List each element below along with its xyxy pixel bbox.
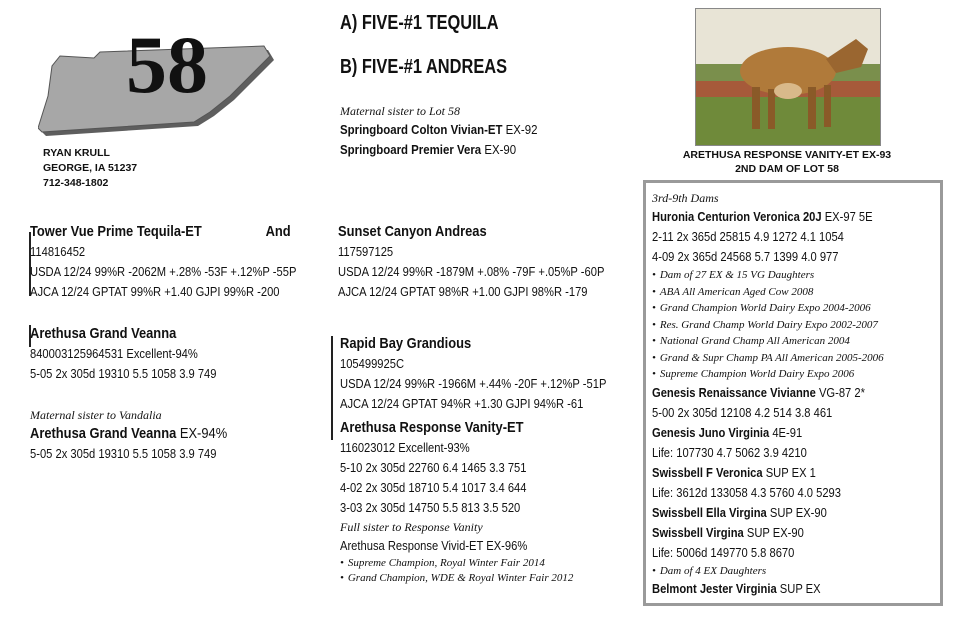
second-dam-id-score: 116023012 Excellent-93% bbox=[340, 440, 470, 455]
second-dam-record-2: 4-02 2x 305d 18710 5.4 1017 3.4 644 bbox=[340, 480, 527, 495]
genesis-juno-name-row: Genesis Juno Virginia 4E-91 bbox=[652, 424, 803, 440]
cow-photo bbox=[695, 8, 881, 146]
second-dam-block bbox=[340, 418, 573, 586]
vandalia-note: Maternal sister to Vandalia bbox=[30, 408, 162, 422]
honor-item: • Res. Grand Champ World Dairy Expo 2002-2007 bbox=[652, 318, 878, 331]
honor-item: • Dam of 4 EX Daughters bbox=[652, 564, 767, 577]
sire-connector: And bbox=[265, 223, 291, 240]
genesis-juno-record: Life: 107730 4.7 5062 3.9 4210 bbox=[652, 444, 807, 460]
swissbell-veronica-record: Life: 3612d 133058 4.3 5760 4.0 5293 bbox=[652, 484, 841, 500]
owner-block bbox=[43, 146, 137, 191]
honor-item: • Supreme Champion, Royal Winter Fair 2014 bbox=[340, 557, 545, 569]
swissbell-virgina-name-row: Swissbell Virgina SUP EX-90 bbox=[652, 524, 804, 540]
sire-b-block bbox=[338, 222, 648, 302]
sire-a-ajca: AJCA 12/24 GPTAT 99%R +1.40 GJPI 99%R -200 bbox=[30, 284, 280, 299]
sire-a-name-row bbox=[30, 222, 296, 242]
dam-id-score: 840003125964531 Excellent-94% bbox=[30, 346, 198, 361]
swissbell-virgina-honors bbox=[652, 563, 908, 579]
owner-city: GEORGE, IA 51237 bbox=[43, 162, 138, 174]
honor-item: • Grand Champion World Dairy Expo 2004-2006 bbox=[652, 302, 871, 314]
second-dam-record-3: 3-03 2x 305d 14750 5.5 813 3.5 520 bbox=[340, 500, 521, 515]
genesis-renaissance-name-row: Genesis Renaissance Vivianne VG-87 2* bbox=[652, 384, 865, 400]
owner-name: RYAN KRULL bbox=[43, 147, 110, 159]
sire-a-id: 114816452 bbox=[30, 244, 86, 259]
huronia-honors bbox=[652, 267, 908, 383]
sire-b-usda: USDA 12/24 99%R -1879M +.08% -79F +.05%P -60P bbox=[338, 264, 605, 279]
lot-header bbox=[38, 19, 278, 140]
swissbell-veronica-name-row: Swissbell F Veronica SUP EX 1 bbox=[652, 464, 816, 480]
damsire-id: 105499925C bbox=[340, 356, 405, 371]
owner-phone: 712-348-1802 bbox=[43, 177, 109, 189]
swissbell-virgina-record: Life: 5006d 149770 5.8 8670 bbox=[652, 544, 795, 560]
vandalia-record: 5-05 2x 305d 19310 5.5 1058 3.9 749 bbox=[30, 446, 217, 461]
honor-item: • Grand & Supr Champ PA All American 2005-2006 bbox=[652, 351, 884, 364]
damsire-ajca: AJCA 12/24 GPTAT 94%R +1.30 GJPI 94%R -61 bbox=[340, 396, 584, 411]
dams-box-header: 3rd-9th Dams bbox=[652, 191, 719, 205]
huronia-name-row: Huronia Centurion Veronica 20J EX-97 5E bbox=[652, 209, 873, 224]
sire-b-ajca: AJCA 12/24 GPTAT 98%R +1.00 GJPI 98%R -179 bbox=[338, 284, 588, 299]
vandalia-name-row: Arethusa Grand Veanna EX-94% bbox=[30, 425, 228, 442]
full-sister-note: Full sister to Response Vanity bbox=[340, 520, 483, 534]
title-b: B) FIVE-#1 ANDREAS bbox=[340, 56, 508, 78]
photo-caption-line-1: ARETHUSA RESPONSE VANITY-ET EX-93 bbox=[682, 149, 892, 161]
title-a: A) FIVE-#1 TEQUILA bbox=[340, 12, 499, 34]
huronia-record-2: 4-09 2x 365d 24568 5.7 1399 4.0 977 bbox=[652, 249, 839, 264]
honor-item: • National Grand Champ All American 2004 bbox=[652, 335, 850, 347]
lot-number: 58 bbox=[126, 19, 208, 110]
second-dam-name: Arethusa Response Vanity-ET bbox=[340, 419, 524, 436]
maternal-sister-lot-block bbox=[340, 102, 564, 160]
full-sister-name: Arethusa Response Vivid-ET EX-96% bbox=[340, 538, 528, 553]
ancestral-dams-content bbox=[652, 189, 908, 599]
maternal-sister-note: Maternal sister to Lot 58 bbox=[340, 104, 461, 118]
dam-record: 5-05 2x 305d 19310 5.5 1058 3.9 749 bbox=[30, 366, 217, 381]
pedigree-bracket-damsire bbox=[331, 336, 333, 440]
damsire-block bbox=[340, 334, 650, 414]
vandalia-sister-block bbox=[30, 406, 259, 464]
sire-b-id: 117597125 bbox=[338, 244, 394, 259]
full-sister-honors bbox=[340, 556, 573, 586]
dam-name: Arethusa Grand Veanna bbox=[30, 325, 177, 342]
photo-caption bbox=[660, 148, 914, 176]
damsire-usda: USDA 12/24 99%R -1966M +.44% -20F +.12%P -51P bbox=[340, 376, 607, 391]
genesis-renaissance-record: 5-00 2x 305d 12108 4.2 514 3.8 461 bbox=[652, 404, 833, 420]
sister-line-1: Springboard Colton Vivian-ET EX-92 bbox=[340, 122, 538, 137]
dam-block bbox=[30, 324, 247, 384]
sister-line-2: Springboard Premier Vera EX-90 bbox=[340, 142, 517, 157]
sire-a-block bbox=[30, 222, 340, 302]
huronia-record-1: 2-11 2x 365d 25815 4.9 1272 4.1 1054 bbox=[652, 229, 844, 244]
honor-item: • Grand Champion, WDE & Royal Winter Fair 2012 bbox=[340, 572, 574, 584]
sire-b-name: Sunset Canyon Andreas bbox=[338, 223, 487, 240]
honor-item: • ABA All American Aged Cow 2008 bbox=[652, 285, 814, 298]
honor-item: • Supreme Champion World Dairy Expo 2006 bbox=[652, 368, 855, 380]
damsire-name: Rapid Bay Grandious bbox=[340, 335, 472, 352]
swissbell-ella-name-row: Swissbell Ella Virgina SUP EX-90 bbox=[652, 504, 827, 520]
sire-a-name: Tower Vue Prime Tequila-ET bbox=[30, 223, 202, 240]
photo-caption-line-2: 2ND DAM OF LOT 58 bbox=[735, 163, 839, 175]
sire-a-usda: USDA 12/24 99%R -2062M +.28% -53F +.12%P -55P bbox=[30, 264, 297, 279]
honor-item: • Dam of 27 EX & 15 VG Daughters bbox=[652, 269, 815, 281]
belmont-name-row: Belmont Jester Virginia SUP EX bbox=[652, 580, 821, 596]
second-dam-record-1: 5-10 2x 305d 22760 6.4 1465 3.3 751 bbox=[340, 460, 527, 475]
